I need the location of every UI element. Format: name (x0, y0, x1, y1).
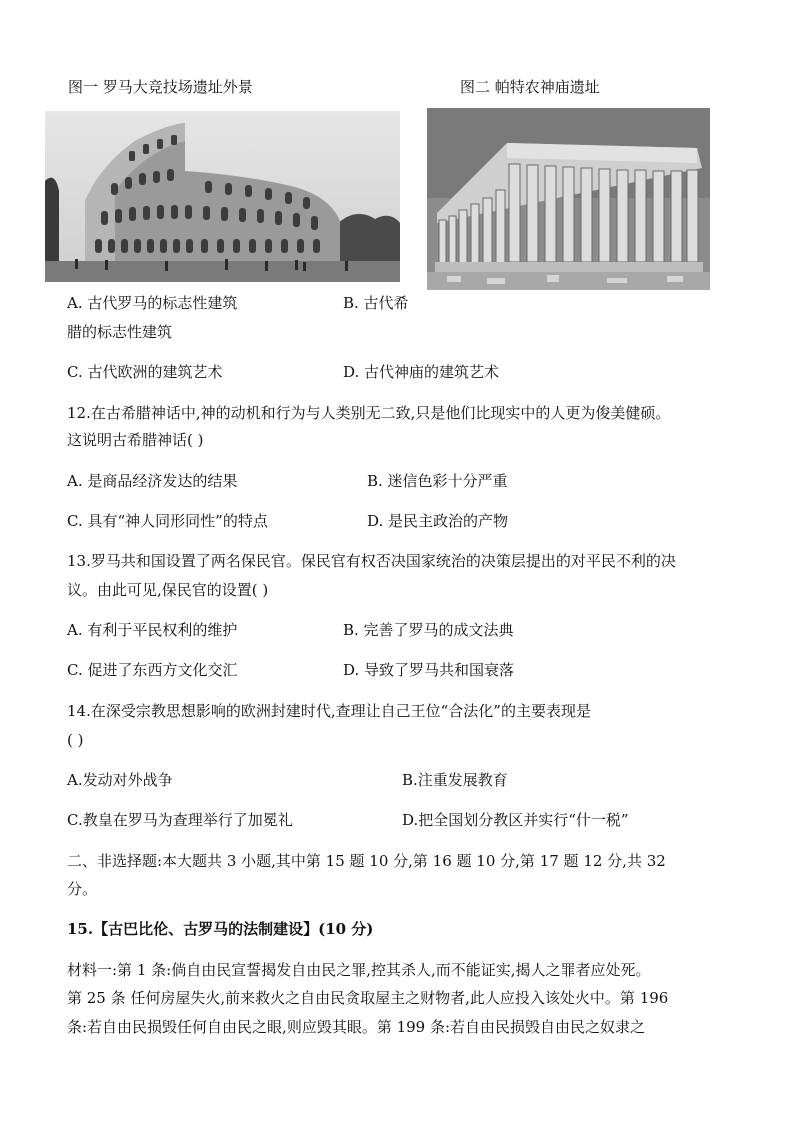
figure2-caption: 图二 帕特农神庙遗址 (460, 78, 600, 96)
q12-option-d: D. 是民主政治的产物 (367, 512, 509, 530)
q11-option-a: A. 古代罗马的标志性建筑 (67, 294, 238, 312)
q13-option-c: C. 促进了东西方文化交汇 (67, 661, 238, 679)
q13-option-a: A. 有利于平民权利的维护 (67, 621, 238, 639)
q11-option-b: B. 古代希 (343, 294, 409, 312)
q12-option-a: A. 是商品经济发达的结果 (67, 472, 238, 490)
q15-material-line2: 第 25 条 任何房屋失火,前来救火之自由民贪取屋主之财物者,此人应投入该处火中。第 196 (67, 989, 669, 1007)
q11-option-d: D. 古代神庙的建筑艺术 (343, 363, 500, 381)
q12-stem-line2: 这说明古希腊神话( ) (67, 431, 204, 449)
q11-option-b-continued: 腊的标志性建筑 (67, 323, 173, 341)
q14-stem-line1: 14.在深受宗教思想影响的欧洲封建时代,查理让自己王位“合法化”的主要表现是 (67, 702, 591, 720)
q13-stem-line2: 议。由此可见,保民官的设置( ) (67, 581, 269, 599)
q14-stem-line2: ( ) (67, 731, 84, 749)
q15-material-line1: 材料一:第 1 条:倘自由民宣誓揭发自由民之罪,控其杀人,而不能证实,揭人之罪者应处死。 (67, 961, 651, 979)
q11-option-c: C. 古代欧洲的建筑艺术 (67, 363, 223, 381)
colosseum-photo (45, 111, 400, 282)
q14-option-d: D.把全国划分教区并实行“什一税” (402, 811, 629, 829)
section2-heading-line1: 二、非选择题:本大题共 3 小题,其中第 15 题 10 分,第 16 题 10 分,第 17 题 12 分,共 32 (67, 852, 666, 870)
q15-material-line3: 条:若自由民损毁任何自由民之眼,则应毁其眼。第 199 条:若自由民损毁自由民之奴隶之 (67, 1018, 646, 1036)
q14-option-c: C.教皇在罗马为查理举行了加冕礼 (67, 811, 293, 829)
parthenon-photo (427, 108, 710, 290)
q12-option-b: B. 迷信色彩十分严重 (367, 472, 508, 490)
q13-option-d: D. 导致了罗马共和国衰落 (343, 661, 515, 679)
q14-option-a: A.发动对外战争 (67, 771, 173, 789)
q12-option-c: C. 具有“神人同形同性”的特点 (67, 512, 268, 530)
section2-heading-line2: 分。 (67, 880, 98, 898)
q13-stem-line1: 13.罗马共和国设置了两名保民官。保民官有权否决国家统治的决策层提出的对平民不利的决 (67, 552, 676, 570)
q14-option-b: B.注重发展教育 (402, 771, 508, 789)
q12-stem-line1: 12.在古希腊神话中,神的动机和行为与人类别无二致,只是他们比现实中的人更为俊美健硕。 (67, 404, 671, 422)
figure1-caption: 图一 罗马大竞技场遗址外景 (68, 78, 253, 96)
q15-title: 15.【古巴比伦、古罗马的法制建设】(10 分) (67, 920, 374, 938)
q13-option-b: B. 完善了罗马的成文法典 (343, 621, 514, 639)
